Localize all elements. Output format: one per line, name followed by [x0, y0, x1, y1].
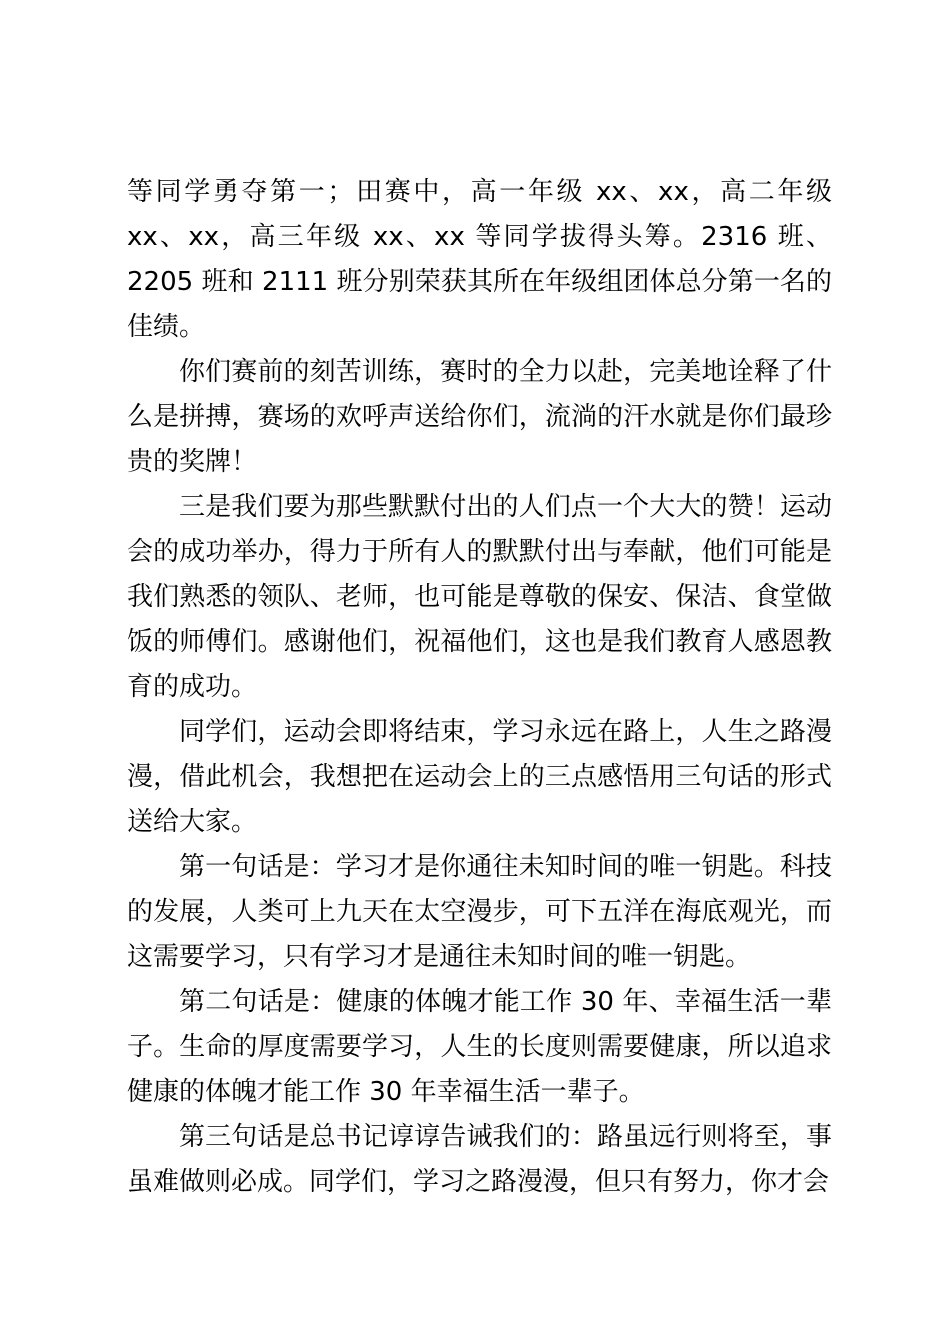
paragraph-thanks: 三是我们要为那些默默付出的人们点一个大大的赞！运动会的成功举办，得力于所有人的默默付出与奉献，他们可能是我们熟悉的领队、老师，也可能是尊敬的保安、保洁、食堂做饭的师傅们。感谢他们，祝福他们，这也是我们教育人感恩教育的成功。 [127, 492, 832, 702]
paragraph-third-sentence: 第三句话是总书记谆谆告诫我们的：路虽远行则将至，事虽难做则必成。同学们，学习之路漫漫，但只有努力，你才会 [127, 1122, 832, 1197]
paragraph-three-sentences-intro: 同学们，运动会即将结束，学习永远在路上，人生之路漫漫，借此机会，我想把在运动会上的三点感悟用三句话的形式送给大家。 [127, 717, 832, 837]
paragraph-second-sentence: 第二句话是：健康的体魄才能工作 30 年、幸福生活一辈子。生命的厚度需要学习，人生的长度则需要健康，所以追求健康的体魄才能工作 30 年幸福生活一辈子。 [127, 987, 832, 1107]
paragraph-hardwork: 你们赛前的刻苦训练，赛时的全力以赴，完美地诠释了什么是拼搏，赛场的欢呼声送给你们，流淌的汗水就是你们最珍贵的奖牌！ [127, 357, 832, 477]
paragraph-first-sentence: 第一句话是：学习才是你通往未知时间的唯一钥匙。科技的发展，人类可上九天在太空漫步，可下五洋在海底观光，而这需要学习，只有学习才是通往未知时间的唯一钥匙。 [127, 852, 832, 972]
document-page [127, 170, 832, 1205]
paragraph-continuation: 等同学勇夺第一；田赛中，高一年级 xx、xx，高二年级 xx、xx，高三年级 xx、xx 等同学拔得头筹。2316 班、2205 班和 2111 班分别荣获其所在年级组团体总分第一名的佳绩。 [127, 177, 832, 342]
